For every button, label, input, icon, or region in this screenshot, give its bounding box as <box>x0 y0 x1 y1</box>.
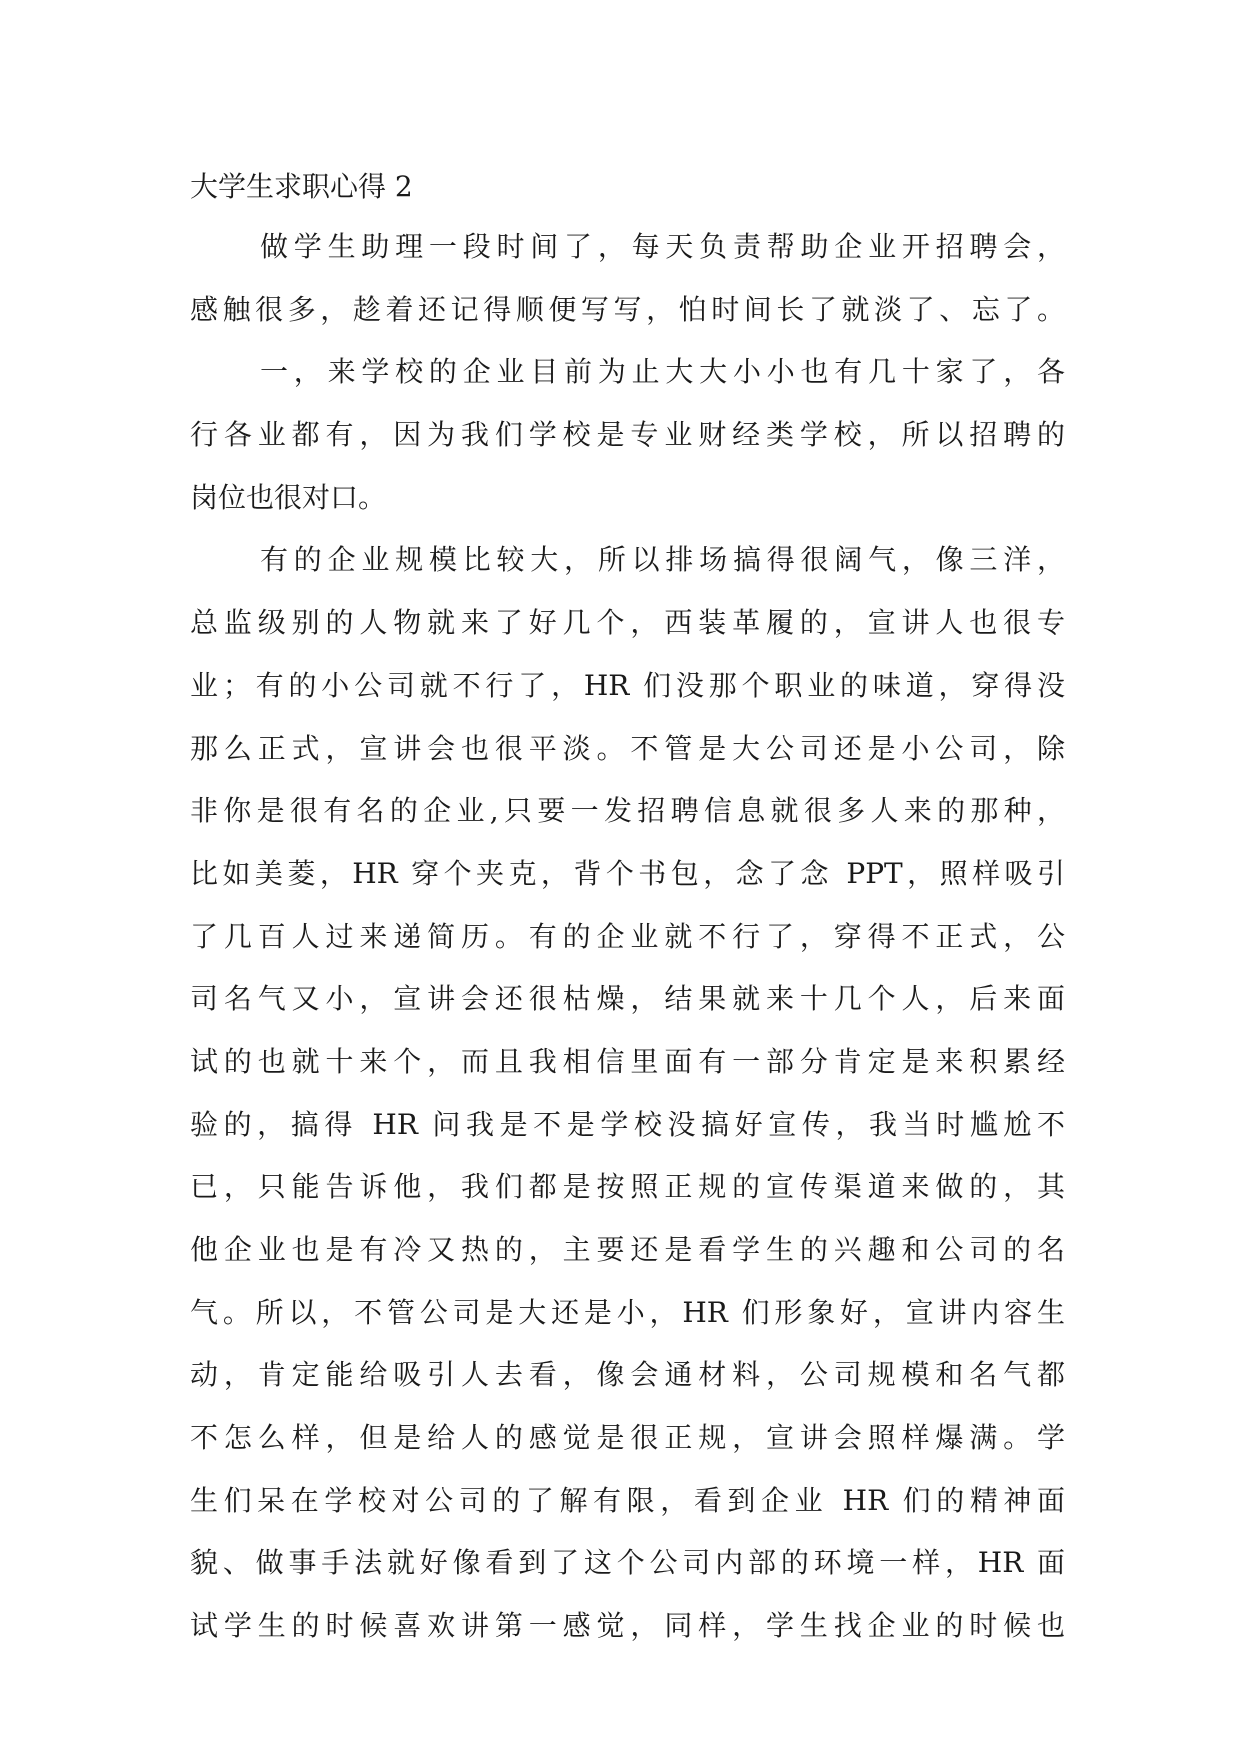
document-body <box>190 158 1065 1658</box>
text-line: 验的，搞得 HR 问我是不是学校没搞好宣传，我当时尴尬不 <box>190 1107 1065 1141</box>
text-line: 感触很多，趁着还记得顺便写写，怕时间长了就淡了、忘了。 <box>190 292 1065 326</box>
text-line: 已，只能告诉他，我们都是按照正规的宣传渠道来做的，其 <box>190 1170 1065 1204</box>
text-line: 动，肯定能给吸引人去看，像会通材料，公司规模和名气都 <box>190 1358 1065 1392</box>
text-line: 生们呆在学校对公司的了解有限，看到企业 HR 们的精神面 <box>190 1483 1065 1517</box>
text-line: 做学生助理一段时间了，每天负责帮助企业开招聘会， <box>260 230 1065 263</box>
text-line: 行各业都有，因为我们学校是专业财经类学校，所以招聘的 <box>190 418 1065 452</box>
text-line: 那么正式，宣讲会也很平淡。不管是大公司还是小公司，除 <box>190 731 1065 765</box>
text-line: 非你是很有名的企业,只要一发招聘信息就很多人来的那种， <box>190 794 1065 828</box>
paragraph-3 <box>190 529 1065 1657</box>
text-line: 岗位也很对口。 <box>190 480 387 514</box>
text-line: 貌、做事手法就好像看到了这个公司内部的环境一样，HR 面 <box>190 1546 1065 1580</box>
text-line: 比如美菱，HR 穿个夹克，背个书包，念了念 PPT，照样吸引 <box>190 856 1065 890</box>
text-line: 一，来学校的企业目前为止大大小小也有几十家了，各 <box>260 355 1065 389</box>
text-line: 他企业也是有冷又热的，主要还是看学生的兴趣和公司的名 <box>190 1233 1065 1266</box>
document-title: 大学生求职心得 2 <box>190 170 413 203</box>
paragraph-2 <box>190 341 1065 529</box>
paragraph-1 <box>190 216 1065 341</box>
text-line: 司名气又小，宣讲会还很枯燥，结果就来十几个人，后来面 <box>190 982 1065 1016</box>
text-line: 了几百人过来递简历。有的企业就不行了，穿得不正式，公 <box>190 919 1065 953</box>
text-line: 业；有的小公司就不行了，HR 们没那个职业的味道，穿得没 <box>190 668 1065 702</box>
text-line: 试的也就十来个，而且我相信里面有一部分肯定是来积累经 <box>190 1044 1065 1078</box>
text-line: 有的企业规模比较大，所以排场搞得很阔气，像三洋， <box>260 543 1065 577</box>
text-line: 试学生的时候喜欢讲第一感觉，同样，学生找企业的时候也 <box>190 1609 1065 1643</box>
text-line: 总监级别的人物就来了好几个，西装革履的，宣讲人也很专 <box>190 606 1065 640</box>
text-line: 不怎么样，但是给人的感觉是很正规，宣讲会照样爆满。学 <box>190 1421 1065 1455</box>
text-line: 气。所以，不管公司是大还是小，HR 们形象好，宣讲内容生 <box>190 1295 1065 1329</box>
